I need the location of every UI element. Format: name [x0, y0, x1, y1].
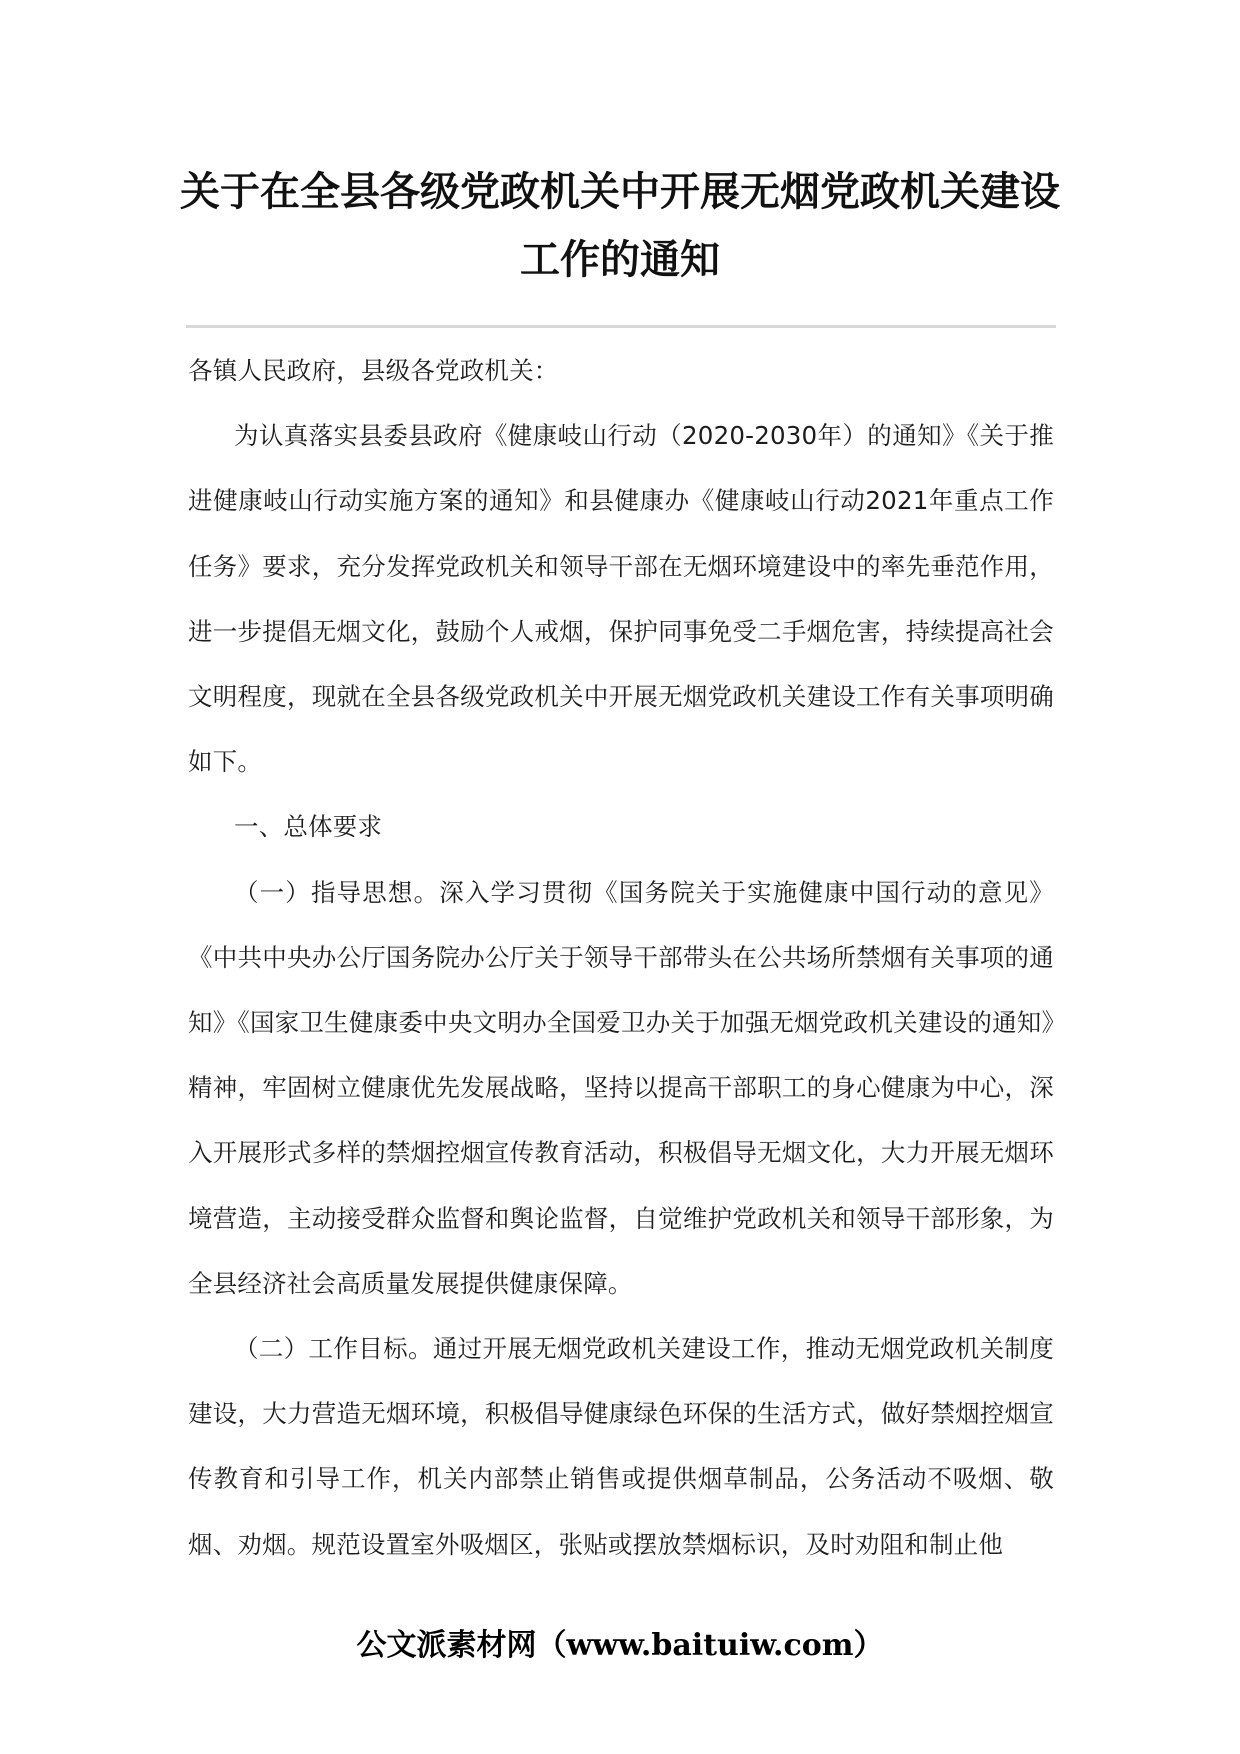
- footer-watermark: 公文派素材网（www.baituiw.com）: [356, 1628, 884, 1663]
- paragraph-intro: 为认真落实县委县政府《健康岐山行动（2020-2030年）的通知》《关于推进健康岐山行动实施方案的通知》和县健康办《健康岐山行动2021年重点工作任务》要求，充分发挥党政机关和领导干部在无烟环境建设中的率先垂范作用，进一步提倡无烟文化，鼓励个人戒烟，保护同事免受二手烟危害，持续提高社会文明程度，现就在全县各级党政机关中开展无烟党政机关建设工作有关事项明确如下。: [188, 421, 1054, 777]
- title-line-1: 关于在全县各级党政机关中开展无烟党政机关建设: [180, 169, 1060, 215]
- document-body: [188, 338, 1054, 1577]
- title-line-2: 工作的通知: [520, 237, 720, 283]
- paragraph-guiding-ideology: （一）指导思想。深入学习贯彻《国务院关于实施健康中国行动的意见》《中共中央办公厅国务院办公厅关于领导干部带头在公共场所禁烟有关事项的通知》《国家卫生健康委中央文明办全国爱卫办关于加强无烟党政机关建设的通知》精神，牢固树立健康优先发展战略，坚持以提高干部职工的身心健康为中心，深入开展形式多样的禁烟控烟宣传教育活动，积极倡导无烟文化，大力开展无烟环境营造，主动接受群众监督和舆论监督，自觉维护党政机关和领导干部形象，为全县经济社会高质量发展提供健康保障。: [188, 877, 1054, 1298]
- paragraph-work-goals: （二）工作目标。通过开展无烟党政机关建设工作，推动无烟党政机关制度建设，大力营造无烟环境，积极倡导健康绿色环保的生活方式，做好禁烟控烟宣传教育和引导工作，机关内部禁止销售或提供烟草制品，公务活动不吸烟、敬烟、劝烟。规范设置室外吸烟区，张贴或摆放禁烟标识，及时劝阻和制止他: [188, 1334, 1054, 1559]
- section-heading-general-requirements: 一、总体要求: [234, 812, 383, 842]
- salutation: 各镇人民政府，县级各党政机关：: [188, 356, 559, 385]
- document-title: [180, 158, 1060, 294]
- title-divider: [186, 325, 1056, 328]
